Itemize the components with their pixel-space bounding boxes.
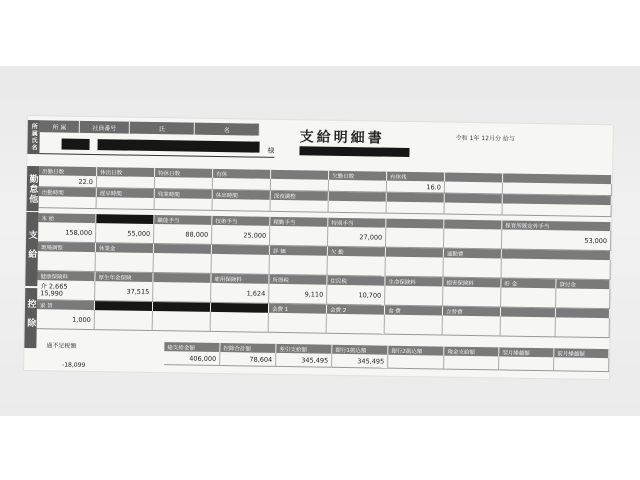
label-cell: 差引支給額 xyxy=(276,344,332,354)
label-cell: 損害保険料 xyxy=(443,278,501,288)
value-cell xyxy=(387,202,445,215)
value-top: 介 2,665 xyxy=(40,281,68,291)
label-cell: 技術手当 xyxy=(212,216,270,226)
value-cell xyxy=(37,280,95,301)
label-cell: 出勤時間 xyxy=(39,187,97,197)
header-dept-label: 所 属 xyxy=(40,120,80,133)
label-cell: 銀行1振込額 xyxy=(332,345,388,355)
value-cell xyxy=(155,177,213,190)
value-cell: 55,000 xyxy=(96,223,154,244)
value-cell xyxy=(213,199,271,212)
label-cell: 有休 xyxy=(213,169,271,179)
value-cell xyxy=(213,178,271,191)
value-cell xyxy=(154,253,212,274)
value-cell xyxy=(501,287,556,308)
label-cell: 有休残 xyxy=(387,172,445,182)
label-cell: 雇用保険料 xyxy=(211,274,269,284)
label-cell: 現場調整 xyxy=(38,242,96,252)
redacted-name xyxy=(97,139,259,153)
value-cell xyxy=(444,229,502,250)
value-cell xyxy=(386,228,444,249)
value-cell: 37,515 xyxy=(95,281,153,302)
value-cell xyxy=(211,312,269,333)
value-cell xyxy=(554,357,609,372)
value-cell xyxy=(445,182,503,195)
value-cell xyxy=(388,355,444,370)
redacted-dept xyxy=(61,139,89,150)
value-cell xyxy=(153,311,211,332)
value-cell xyxy=(385,286,443,307)
value-cell: 345,495 xyxy=(276,353,332,368)
label-cell: 欠 勤 xyxy=(328,247,386,257)
employee-name-row xyxy=(39,133,274,158)
label-cell: 欠勤日数 xyxy=(329,171,387,181)
value-cell xyxy=(155,198,213,211)
label-cell: 貸付金 xyxy=(556,279,610,289)
label-cell: 住民税 xyxy=(327,276,385,286)
label-cell: 遅早時間 xyxy=(97,188,155,198)
deduction-section xyxy=(37,271,611,338)
label-cell: 評 価 xyxy=(270,246,328,256)
value-cell xyxy=(269,313,327,334)
label-cell: 所得税 xyxy=(269,275,327,285)
value-cell: 78,604 xyxy=(220,352,276,367)
value-cell xyxy=(386,257,444,278)
label-cell: 会費 2 xyxy=(327,305,385,315)
value-cell: 345,495 xyxy=(332,354,388,369)
value-cell xyxy=(95,310,153,331)
label-cell: 食 費 xyxy=(385,306,443,316)
label-cell: 会費 1 xyxy=(269,304,327,314)
value-cell xyxy=(443,287,501,308)
sidebar-name-label: 所属氏名 xyxy=(27,120,40,154)
attendance-section xyxy=(39,166,613,217)
value-cell: 25,000 xyxy=(212,225,270,246)
sidebar-pay-label: 支給 xyxy=(25,212,38,286)
value-cell xyxy=(556,288,610,309)
label-cell: 本 給 xyxy=(38,213,96,223)
value-main: 15,990 xyxy=(40,288,64,298)
label-cell: 保育所既定外手当 xyxy=(502,220,611,231)
document-date: 令和 1年 12月分 給与 xyxy=(455,134,515,143)
label-cell: 特別手当 xyxy=(328,218,386,228)
value-cell xyxy=(502,203,611,217)
value-cell xyxy=(556,317,610,338)
label-cell: 家 賃 xyxy=(37,300,95,310)
header-surname-label: 氏 xyxy=(130,122,195,135)
label-cell: 生命保険料 xyxy=(385,277,443,287)
tax-adjustment-value: -18,099 xyxy=(62,361,86,369)
value-cell: 27,000 xyxy=(328,227,386,248)
value-cell: 158,000 xyxy=(38,222,96,243)
label-cell: 翌月繰越額 xyxy=(499,347,554,357)
label-cell: 総支給金額 xyxy=(164,342,220,352)
tax-adjustment xyxy=(46,340,86,369)
label-cell: 貯 金 xyxy=(501,278,556,288)
sidebar-attendance-label: 勤怠他 xyxy=(27,166,40,211)
tax-adjustment-label: 過不足税額 xyxy=(46,342,77,350)
payslip-sheet xyxy=(24,116,613,379)
label-cell: 現金支給額 xyxy=(444,347,499,357)
value-cell: 22.0 xyxy=(39,175,97,188)
label-cell: 銀行2振込額 xyxy=(388,346,444,356)
value-cell xyxy=(271,200,329,213)
label-cell: 休出時間 xyxy=(213,190,271,200)
document-title: 支給明細書 xyxy=(299,129,385,147)
value-cell: 1,000 xyxy=(37,309,95,330)
label-cell: 控除合計額 xyxy=(220,343,276,353)
pay-section xyxy=(38,213,612,280)
value-cell xyxy=(153,282,211,303)
value-cell xyxy=(212,254,270,275)
label-cell: 残業時間 xyxy=(155,189,213,199)
value-cell xyxy=(271,179,329,192)
value-cell xyxy=(270,226,328,247)
totals-section xyxy=(164,342,609,372)
value-cell xyxy=(270,255,328,276)
value-cell xyxy=(385,315,443,336)
label-cell: 前月繰越額 xyxy=(554,348,609,358)
header-id-label: 社員番号 xyxy=(80,121,130,134)
value-cell xyxy=(501,316,556,337)
value-cell: 53,000 xyxy=(502,229,611,251)
label-cell: 休業金 xyxy=(96,243,154,253)
value-cell xyxy=(328,256,386,277)
value-cell: 16.0 xyxy=(387,181,445,194)
value-cell xyxy=(499,356,554,371)
header-givenname-label: 名 xyxy=(195,123,260,136)
value-cell xyxy=(444,356,499,371)
value-cell xyxy=(38,251,96,272)
label-cell: 厚生年金保険 xyxy=(95,272,153,282)
redacted-under-title xyxy=(299,146,409,157)
value-cell xyxy=(97,176,155,189)
label-cell: 精勤手当 xyxy=(270,217,328,227)
label-cell: 出勤日数 xyxy=(39,166,97,176)
value-cell xyxy=(97,197,155,210)
value-cell xyxy=(329,180,387,193)
label-cell: 深夜調整 xyxy=(271,191,329,201)
value-cell: 10,700 xyxy=(327,285,385,306)
value-cell: 1,624 xyxy=(211,283,269,304)
value-cell: 88,000 xyxy=(154,224,212,245)
value-cell xyxy=(502,258,611,280)
label-cell: 特休日数 xyxy=(155,168,213,178)
value-cell: 9,110 xyxy=(269,284,327,305)
value-cell: 406,000 xyxy=(164,351,220,366)
label-cell: 休出日数 xyxy=(97,167,155,177)
value-cell xyxy=(327,314,385,335)
value-cell xyxy=(445,203,503,216)
label-cell: 職能手当 xyxy=(154,215,212,225)
value-cell xyxy=(39,196,97,209)
honorific: 様 xyxy=(267,146,275,155)
label-cell: 健康保険料 xyxy=(37,271,95,281)
label-cell: 立替費 xyxy=(443,307,501,317)
value-cell xyxy=(96,252,154,273)
value-cell xyxy=(444,258,502,279)
value-cell xyxy=(443,316,501,337)
label-cell: 通勤費 xyxy=(444,249,502,259)
sidebar-deduction-label: 控除 xyxy=(24,288,37,348)
value-cell xyxy=(329,201,387,214)
